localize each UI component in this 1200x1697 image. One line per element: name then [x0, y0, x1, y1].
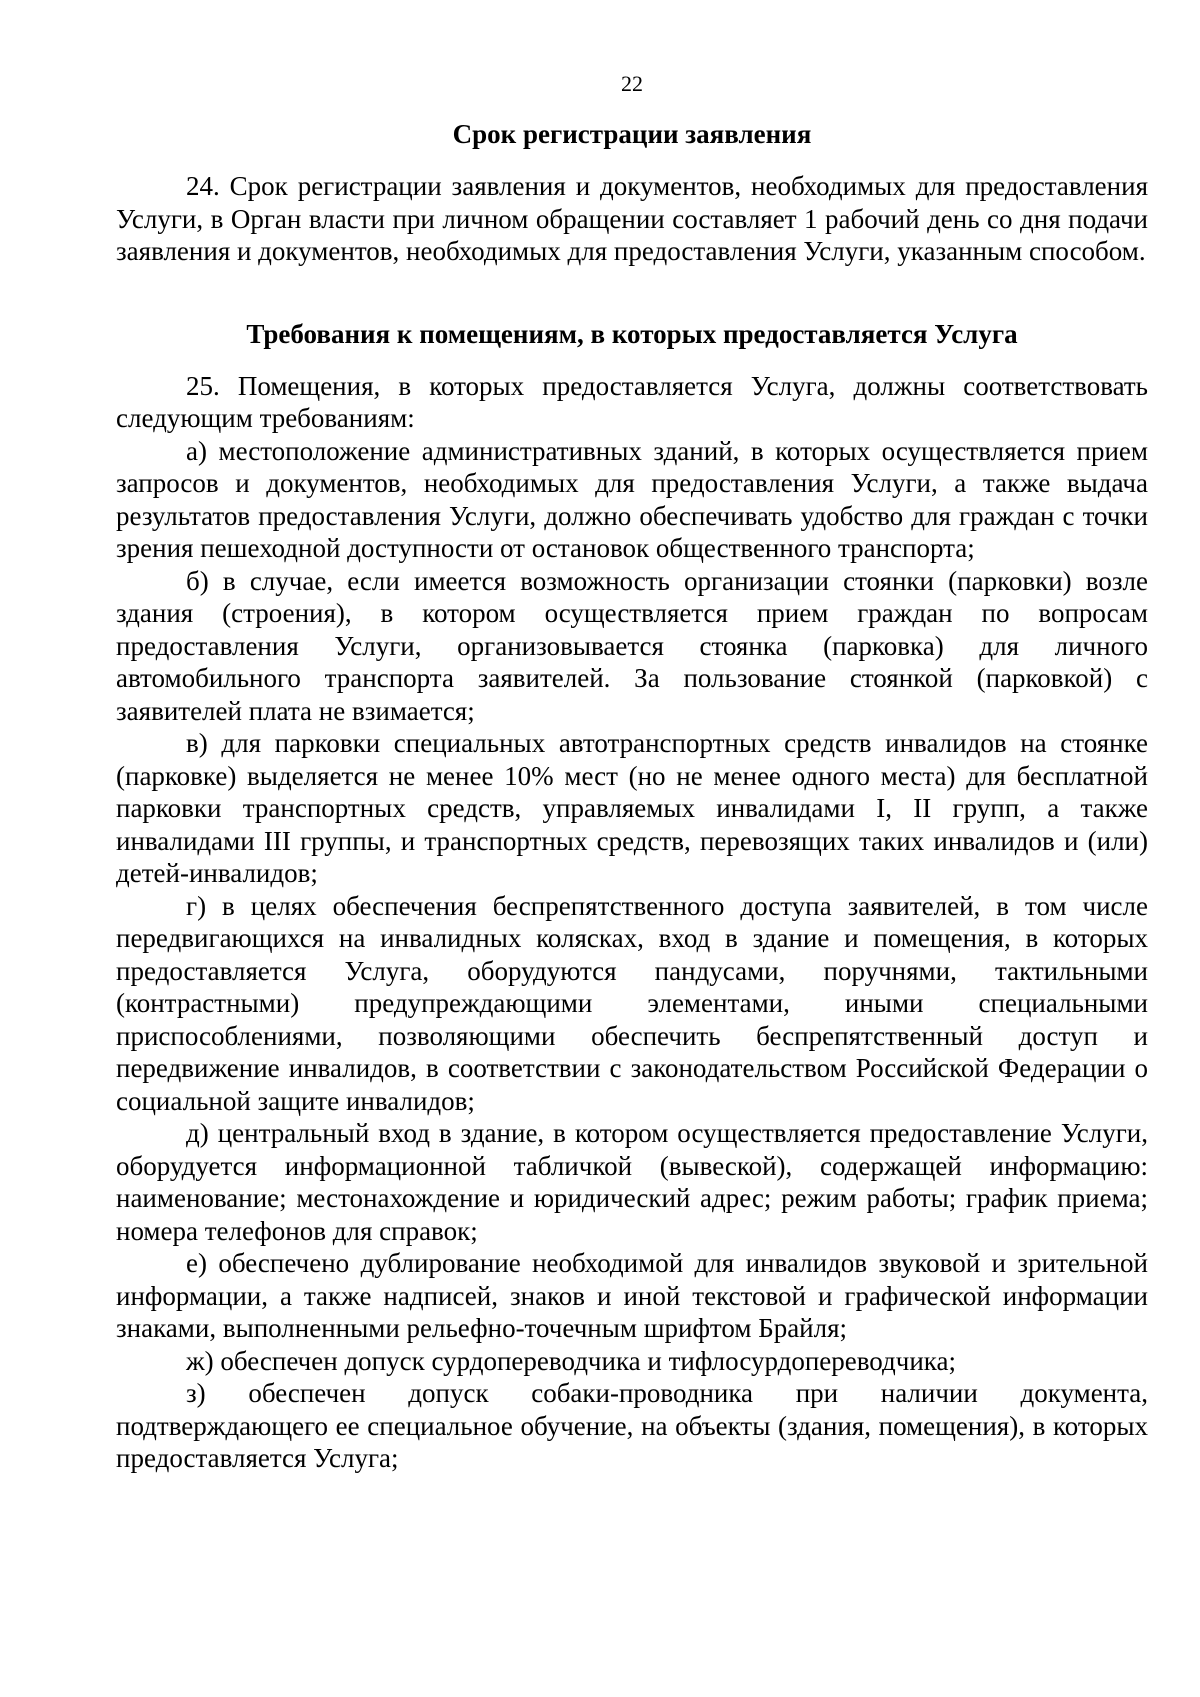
paragraph-24: 24. Срок регистрации заявления и документов, необходимых для предоставления Услуги, в Орган власти при личном обращении составляет 1 рабочий день со дня подачи заявления и документов, необходимых для предоставления Услуги, указанным способом.	[116, 171, 1148, 266]
paragraph-25-g: г) в целях обеспечения беспрепятственного доступа заявителей, в том числе передвигающихся на инвалидных колясках, вход в здание и помещения, в которых предоставляется Услуга, оборудуются пандусами, поручнями, тактильными (контрастными) предупреждающими элементами, иными специальными приспособлениями, позволяющими обеспечить беспрепятственный доступ и передвижение инвалидов, в соответствии с законодательством Российской Федерации о социальной защите инвалидов;	[116, 890, 1148, 1116]
paragraph-25-e: е) обеспечено дублирование необходимой для инвалидов звуковой и зрительной информации, а также надписей, знаков и иной текстовой и графической информации знаками, выполненными рельефно-точечным шрифтом Брайля;	[116, 1248, 1148, 1343]
paragraph-25-b: б) в случае, если имеется возможность организации стоянки (парковки) возле здания (строения), в котором осуществляется прием граждан по вопросам предоставления Услуги, организовывается стоянка (парковка) для личного автомобильного транспорта заявителей. За пользование стоянкой (парковкой) с заявителей плата не взимается;	[116, 565, 1148, 726]
section-heading-premises-requirements: Требования к помещениям, в которых предоставляется Услуга	[246, 318, 1018, 349]
document-body	[116, 118, 1148, 1475]
paragraph-25: 25. Помещения, в которых предоставляется Услуга, должны соответствовать следующим требованиям:	[116, 370, 1148, 433]
paragraph-25-a: а) местоположение административных зданий, в которых осуществляется прием запросов и документов, необходимых для предоставления Услуги, а также выдача результатов предоставления Услуги, должно обеспечивать удобство для граждан с точки зрения пешеходной доступности от остановок общественного транспорта;	[116, 435, 1148, 563]
paragraph-25-d: д) центральный вход в здание, в котором осуществляется предоставление Услуги, оборудуется информационной табличкой (вывеской), содержащей информацию: наименование; местонахождение и юридический адрес; режим работы; график приема; номера телефонов для справок;	[116, 1118, 1148, 1246]
section-heading-registration-term: Срок регистрации заявления	[452, 119, 812, 149]
paragraph-25-z: з) обеспечен допуск собаки-проводника при наличии документа, подтверждающего ее специальное обучение, на объекты (здания, помещения), в которых предоставляется Услуга;	[116, 1378, 1148, 1473]
paragraph-25-zh: ж) обеспечен допуск сурдопереводчика и тифлосурдопереводчика;	[186, 1345, 956, 1376]
page-number: 22	[621, 71, 643, 96]
paragraph-25-v: в) для парковки специальных автотранспортных средств инвалидов на стоянке (парковке) выделяется не менее 10% мест (но не менее одного места) для бесплатной парковки транспортных средств, управляемых инвалидами I, II групп, а также инвалидами III группы, и транспортных средств, перевозящих таких инвалидов и (или) детей-инвалидов;	[116, 728, 1148, 888]
